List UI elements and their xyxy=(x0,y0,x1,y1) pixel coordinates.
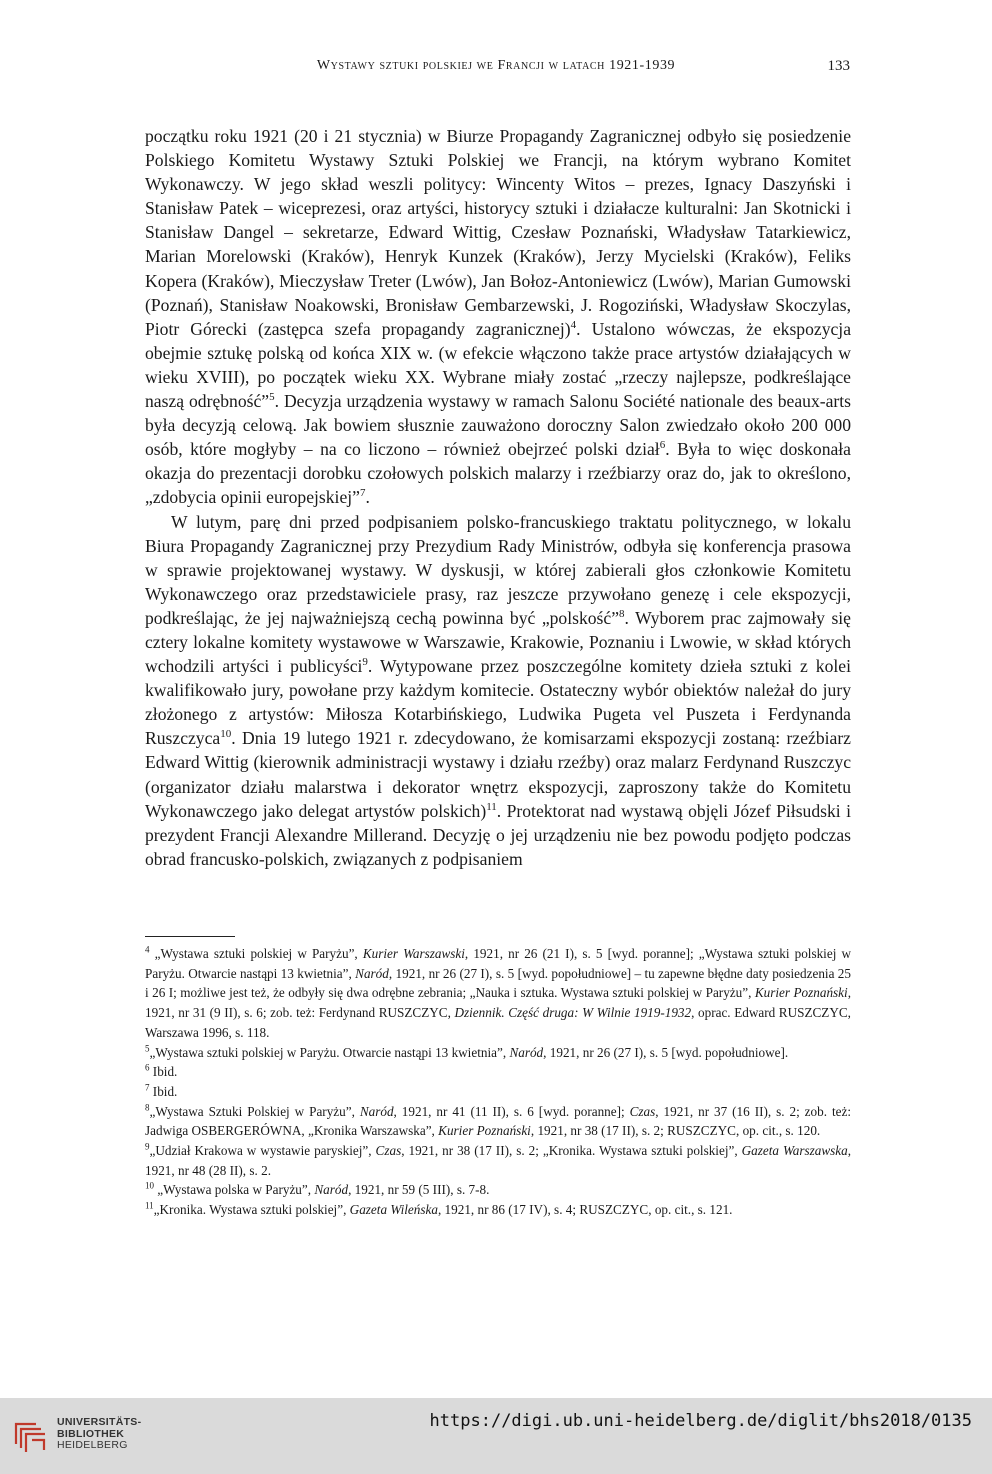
footnote-ref-9[interactable]: 9 xyxy=(362,656,368,669)
footnote-11 xyxy=(145,1200,851,1220)
footnote-text: Ibid. xyxy=(149,1083,178,1099)
paragraph-1 xyxy=(145,124,851,510)
p2-text-5: . Protektorat nad wystawą objęli Józef Piłsudski i prezydent Francji Alexandre Millerand. Decyzję o jej urządzeniu nie bez powodu podjęto podczas obrad francusko-polskich, związanych z podpisaniem xyxy=(145,800,851,869)
footnote-text: , 1921, nr 59 (5 III), s. 7-8. xyxy=(348,1182,490,1198)
library-logo-icon[interactable] xyxy=(10,1414,50,1454)
running-title: Wystawy sztuki polskiej we Francji w latach 1921-1939 xyxy=(316,58,676,73)
footnote-7 xyxy=(145,1082,851,1102)
footnote-text: Ibid. xyxy=(149,1064,178,1080)
footnote-title: Kurier Poznański xyxy=(438,1123,531,1139)
footnote-text: , 1921, nr 48 (28 II), s. 2. xyxy=(145,1143,851,1178)
footnote-text: „Wystawa polska w Paryżu”, xyxy=(154,1182,315,1198)
footnote-number: 8 xyxy=(145,1102,150,1113)
library-name-line-2: BIBLIOTHEK xyxy=(57,1427,125,1440)
library-name xyxy=(57,1417,141,1452)
footnote-text: „Wystawa sztuki polskiej w Paryżu”, xyxy=(149,946,363,961)
footnote-9 xyxy=(145,1141,851,1180)
footnote-number: 4 xyxy=(145,944,150,955)
footnote-title: Gazeta Warszawska xyxy=(741,1143,848,1159)
footnote-number: 5 xyxy=(145,1043,150,1054)
footnote-5 xyxy=(145,1043,851,1063)
body-text xyxy=(145,124,851,871)
page-number: 133 xyxy=(827,58,850,74)
footnote-title: Czas xyxy=(375,1143,402,1159)
paragraph-2 xyxy=(145,510,851,871)
footnote-8 xyxy=(145,1102,851,1141)
footnote-title: Naród xyxy=(314,1182,349,1198)
p1-text-5: . xyxy=(365,487,370,508)
digitization-footer xyxy=(0,1398,992,1474)
footnote-text: , 1921, nr 26 (27 I), s. 5 [wyd. popołudniowe] – tu zapewne błędne daty posiedzenia 25 i 26 I; możliwe jest też, że odbyły się dwa odrębne zebrania; „Nauka i sztuka. Wystawa sztuki polskiej w Paryżu”, xyxy=(145,965,851,1001)
footnote-text: , 1921, nr 26 (27 I), s. 5 [wyd. popołudniowe]. xyxy=(543,1044,789,1060)
p1-text-4: . Była to więc doskonała okazja do prezentacji dorobku czołowych polskich malarzy i rzeźbiarzy oraz do, jak to określono, „zdobycia opinii europejskiej” xyxy=(145,439,851,508)
footnote-text: , 1921, nr 31 (9 II), s. 6; zob. też: Ferdynand RUSZCZYC, xyxy=(145,985,851,1021)
footnote-ref-7[interactable]: 7 xyxy=(359,487,366,500)
library-name-line-3: HEIDELBERG xyxy=(57,1439,128,1451)
footnote-ref-8[interactable]: 8 xyxy=(619,608,625,621)
p2-text-3: . Wytypowane przez poszczególne komitety dzieła sztuki z kolei kwalifikowało jury, powołane przy każdym komitecie. Ostateczny wybór obiektów należał do jury złożonego z artystów: Miłosza Kotarbińskiego, Ludwika Pugeta vel Puszeta i Ferdynanda Ruszczyca xyxy=(145,656,851,749)
p1-text-2: . Ustalono wówczas, że ekspozycja obejmie sztukę polską od końca XIX w. (w efekcie włączono także prace artystów działających w wieku XVIII), po początek wieku XX. Wybrane miały zostać „rzeczy najlepsze, podkreślające naszą odrębność” xyxy=(145,318,852,412)
footnote-title: Czas xyxy=(629,1103,656,1119)
footnote-number: 9 xyxy=(145,1141,150,1152)
footnote-title: Gazeta Wileńska xyxy=(349,1202,438,1218)
footnote-divider xyxy=(145,936,235,937)
footnote-text: , 1921, nr 86 (17 IV), s. 4; RUSZCZYC, op. cit., s. 121. xyxy=(437,1202,733,1218)
footnote-title: Naród xyxy=(355,965,389,981)
footnote-text: „Wystawa Sztuki Polskiej w Paryżu”, xyxy=(149,1103,360,1119)
footnote-number: 7 xyxy=(145,1082,150,1093)
footnote-number: 11 xyxy=(145,1200,154,1211)
footnote-title: Dziennik. Część druga: W Wilnie 1919-1932 xyxy=(454,1005,692,1021)
footnote-ref-10[interactable]: 10 xyxy=(220,728,232,741)
footnote-text: „Udział Krakowa w wystawie paryskiej”, xyxy=(149,1143,376,1159)
footnote-number: 10 xyxy=(145,1181,154,1192)
p2-text-1: W lutym, parę dni przed podpisaniem polsko-francuskiego traktatu politycznego, w lokalu Biura Propagandy Zagranicznej przy Prezydium Rady Ministrów, odbyła się konferencja prasowa w sprawie projektowanej wystawy. W dyskusji, w której zabierali głos członkowie Komitetu Wykonawczego oraz przedstawiciele prasy, raz jeszcze przywołano genezę i cele ekspozycji, podkreślając, że jej najważniejszą cechą powinna być „polskość” xyxy=(145,511,851,628)
footnote-text: , oprac. Edward RUSZCZYC, Warszawa 1996, s. 118. xyxy=(145,1005,851,1040)
footnote-4 xyxy=(145,944,851,1043)
permalink-url[interactable]: https://digi.ub.uni-heidelberg.de/diglit/bhs2018/0135 xyxy=(429,1411,972,1431)
p1-text-3: . Decyzja urządzenia wystawy w ramach Salonu Société nationale des beaux-arts była decyzją celową. Jak bowiem słusznie zauważono doroczny Salon zwiedzało około 200 000 osób, które mogłyby – na co liczono – również obejrzeć polski dział xyxy=(145,391,851,460)
footnote-ref-6[interactable]: 6 xyxy=(659,439,666,452)
footnote-text: „Wystawa sztuki polskiej w Paryżu. Otwarcie nastąpi 13 kwietnia”, xyxy=(149,1044,510,1060)
footnote-ref-5[interactable]: 5 xyxy=(269,391,275,404)
footnote-text: , 1921, nr 26 (21 I), s. 5 [wyd. poranne]; „Wystawa sztuki polskiej w Paryżu. Otwarcie nastąpi 13 kwietnia”, xyxy=(145,946,851,981)
footnote-text: „Kronika. Wystawa sztuki polskiej”, xyxy=(153,1202,350,1218)
footnote-text: , 1921, nr 41 (11 II), s. 6 [wyd. poranne]; xyxy=(393,1103,630,1119)
footnote-title: Naród xyxy=(359,1103,394,1119)
footnote-ref-4[interactable]: 4 xyxy=(570,318,577,331)
footnote-title: Kurier Poznański xyxy=(754,985,848,1001)
footnote-text: , 1921, nr 38 (17 II), s. 2; „Kronika. Wystawa sztuki polskiej”, xyxy=(401,1143,742,1159)
p2-text-2: . Wyborem prac zajmowały się cztery lokalne komitety wystawowe w Warszawie, Krakowie, Poznaniu i Lwowie, w skład których wchodzili artyści i publicyści xyxy=(145,607,851,677)
footnote-number: 6 xyxy=(145,1062,150,1073)
footnote-6 xyxy=(145,1062,851,1082)
p1-text-1: początku roku 1921 (20 i 21 stycznia) w Biurze Propagandy Zagranicznej odbyło się posiedzenie Polskiego Komitetu Wystawy Sztuki Polskiej we Francji, na którym wybrano Komitet Wykonawczy. W jego skład weszli politycy: Wincenty Witos – prezes, Ignacy Daszyński i Stanisław Patek – wiceprezesi, oraz artyści, historycy sztuki i działacze kulturalni: Jan Skotnicki i Stanisław Dangel – sekretarze, Edward Wittig, Czesław Poznański, Władysław Tatarkiewicz, Marian Morelowski (Kraków), Henryk Kunzek (Kraków), Jerzy Mycielski (Kraków), Feliks Kopera (Kraków), Mieczysław Treter (Lwów), Jan Bołoz-Antoniewicz (Lwów), Marian Gumowski (Poznań), Stanisław Noakowski, Bronisław Gembarzewski, J. Rogoziński, Władysław Skoczylas, Piotr Górecki (zastępca szefa propagandy zagranicznej) xyxy=(145,126,851,339)
footnote-10 xyxy=(145,1180,851,1200)
footnote-title: Kurier Warszawski xyxy=(362,946,465,961)
footnote-title: Naród xyxy=(509,1044,544,1060)
footnotes xyxy=(145,944,851,1220)
footnote-text: , 1921, nr 38 (17 II), s. 2; RUSZCZYC, op. cit., s. 120. xyxy=(530,1123,821,1139)
footnote-ref-11[interactable]: 11 xyxy=(486,800,497,813)
running-head xyxy=(140,58,852,78)
p2-text-4: . Dnia 19 lutego 1921 r. zdecydowano, że komisarzami ekspozycji zostaną: rzeźbiarz Edward Wittig (kierownik administracji wystawy i działu rzeźby) oraz malarz Ferdynand Ruszczyc (organizator działu malarstwa i dekorator wnętrz ekspozycji, zaproszony także do Komitetu Wykonawczego jako delegat artystów polskich) xyxy=(145,728,851,821)
library-name-line-1: UNIVERSITÄTS- xyxy=(57,1416,142,1428)
footnote-text: , 1921, nr 37 (16 II), s. 2; zob. też: Jadwiga OSBERGERÓWNA, „Kronika Warszawska”, xyxy=(145,1103,851,1139)
